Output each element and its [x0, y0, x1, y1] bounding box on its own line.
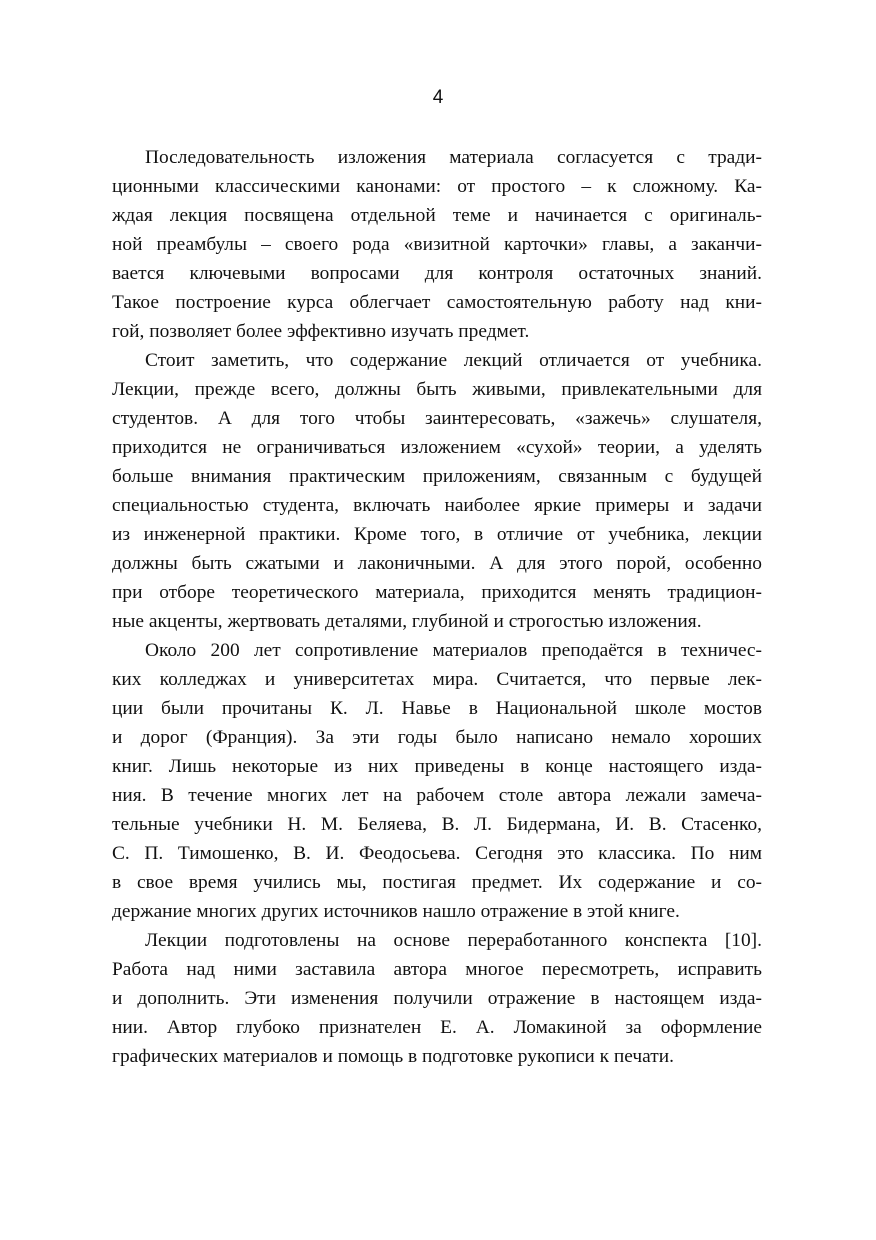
- text-line: Работа над ними заставила автора многое пересмотреть, исправить: [112, 959, 762, 980]
- text-line: и дополнить. Эти изменения получили отражение в настоящем изда-: [112, 988, 762, 1009]
- text-line: и дорог (Франция). За эти годы было написано немало хороших: [112, 727, 762, 748]
- page-number: 4: [432, 87, 444, 108]
- text-line: при отборе теоретического материала, приходится менять традицион-: [112, 582, 762, 603]
- text-line: нии. Автор глубоко признателен Е. А. Ломакиной за оформление: [112, 1017, 762, 1038]
- paragraph-4: [112, 926, 762, 1071]
- text-line: ной преамбулы – своего рода «визитной карточки» главы, а заканчи-: [112, 234, 762, 255]
- text-line: студентов. А для того чтобы заинтересовать, «зажечь» слушателя,: [112, 408, 762, 429]
- text-line: из инженерной практики. Кроме того, в отличие от учебника, лекции: [112, 524, 762, 545]
- text-line: Такое построение курса облегчает самостоятельную работу над кни-: [112, 292, 762, 313]
- paragraph-3: [112, 636, 762, 926]
- text-line: Лекции, прежде всего, должны быть живыми, привлекательными для: [112, 379, 762, 400]
- text-line: тельные учебники Н. М. Беляева, В. Л. Бидермана, И. В. Стасенко,: [112, 814, 762, 835]
- text-line: ния. В течение многих лет на рабочем столе автора лежали замеча-: [112, 785, 762, 806]
- text-line: ционными классическими канонами: от простого – к сложному. Ка-: [112, 176, 762, 197]
- paragraph-1: [112, 143, 762, 346]
- text-line: больше внимания практическим приложениям, связанным с будущей: [112, 466, 762, 487]
- text-line: ции были прочитаны К. Л. Навье в Национальной школе мостов: [112, 698, 762, 719]
- text-line: ные акценты, жертвовать деталями, глубиной и строгостью изложения.: [112, 611, 702, 632]
- text-line: Последовательность изложения материала согласуется с тради-: [145, 147, 762, 168]
- body-text: [112, 143, 762, 1071]
- text-line: должны быть сжатыми и лаконичными. А для этого порой, особенно: [112, 553, 762, 574]
- text-line: в свое время учились мы, постигая предмет. Их содержание и со-: [112, 872, 762, 893]
- text-line: ких колледжах и университетах мира. Считается, что первые лек-: [112, 669, 762, 690]
- text-line: Стоит заметить, что содержание лекций отличается от учебника.: [145, 350, 762, 371]
- text-line: гой, позволяет более эффективно изучать предмет.: [112, 321, 530, 342]
- text-line: Около 200 лет сопротивление материалов преподаётся в техничес-: [145, 640, 762, 661]
- text-line: С. П. Тимошенко, В. И. Феодосьева. Сегодня это классика. По ним: [112, 843, 762, 864]
- text-line: ждая лекция посвящена отдельной теме и начинается с оригиналь-: [112, 205, 762, 226]
- text-line: графических материалов и помощь в подготовке рукописи к печати.: [112, 1046, 674, 1067]
- text-line: держание многих других источников нашло отражение в этой книге.: [112, 901, 680, 922]
- text-line: книг. Лишь некоторые из них приведены в конце настоящего изда-: [112, 756, 762, 777]
- paragraph-2: [112, 346, 762, 636]
- text-line: специальностью студента, включать наиболее яркие примеры и задачи: [112, 495, 762, 516]
- text-line: Лекции подготовлены на основе переработанного конспекта [10].: [145, 930, 762, 951]
- text-line: приходится не ограничиваться изложением «сухой» теории, а уделять: [112, 437, 762, 458]
- text-line: вается ключевыми вопросами для контроля остаточных знаний.: [112, 263, 762, 284]
